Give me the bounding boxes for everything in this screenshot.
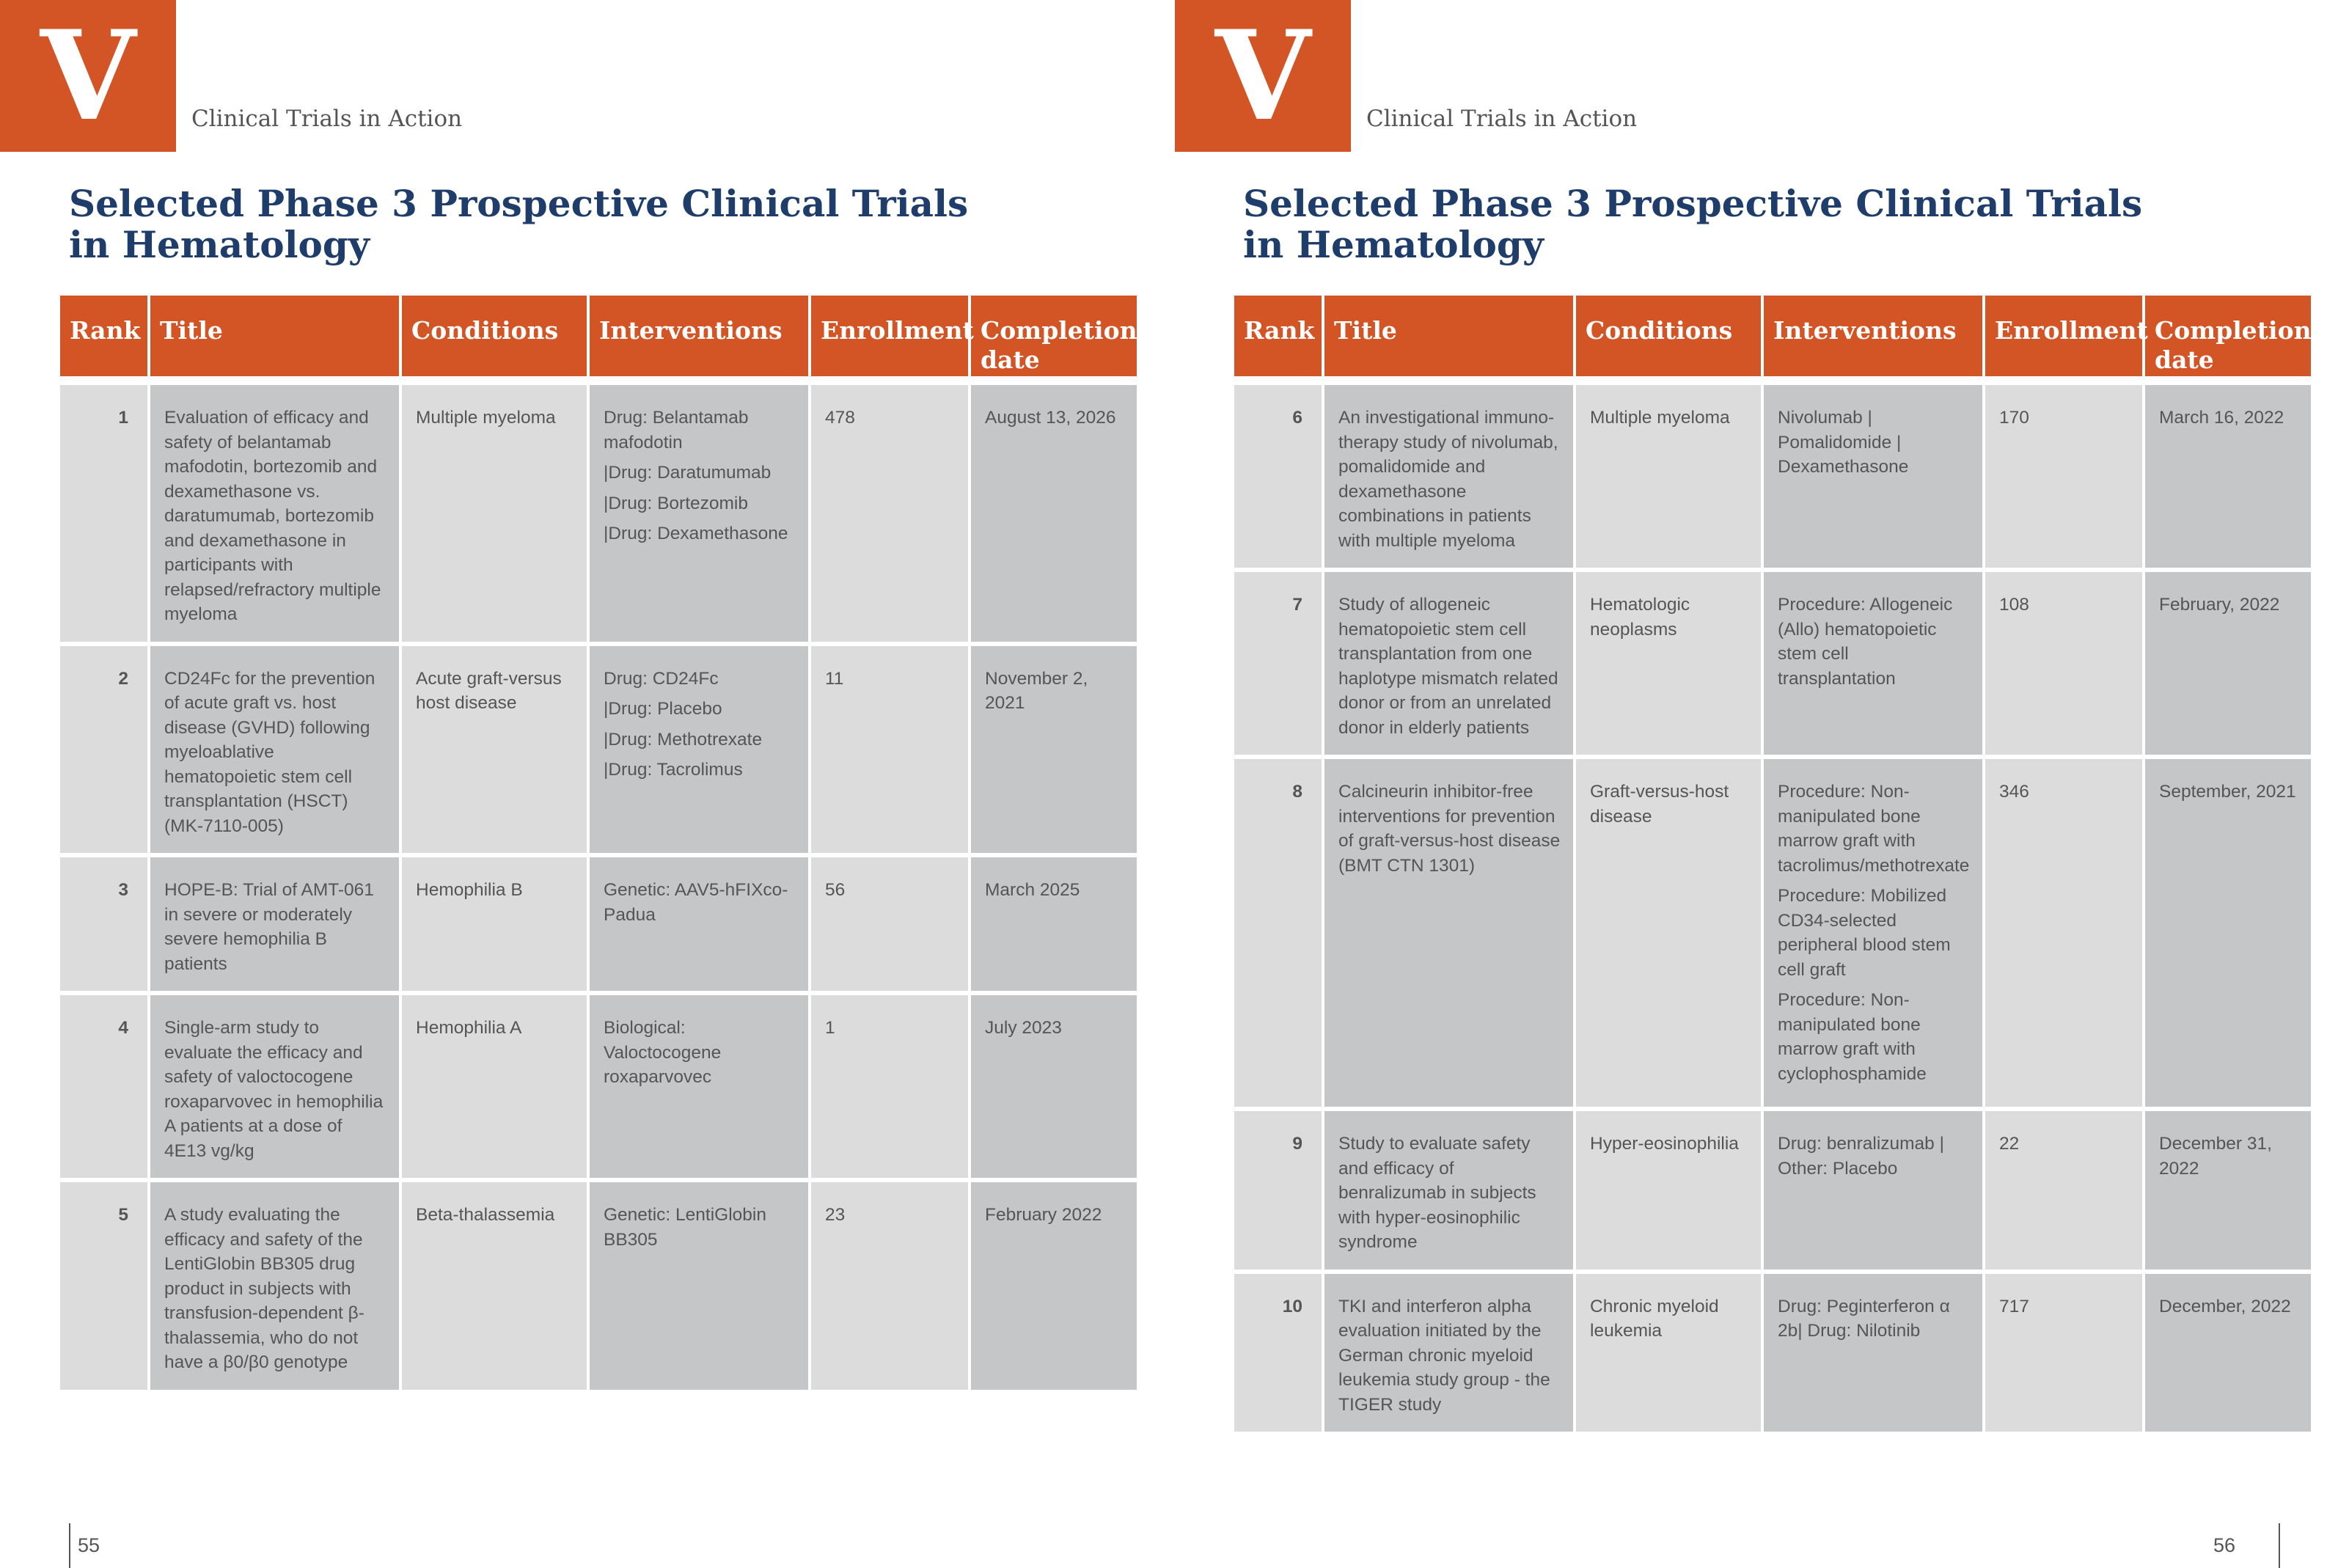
cell-completion-date: December, 2022 — [2145, 1274, 2311, 1437]
chapter-badge: V — [1175, 0, 1351, 152]
cell-enrollment: 170 — [1985, 385, 2142, 572]
cell-title: HOPE-B: Trial of AMT-061 in severe or moderately severe hemophilia B patients — [150, 857, 399, 995]
trials-table — [1231, 296, 2314, 1436]
section-label: Clinical Trials in Action — [191, 106, 463, 132]
cell-interventions — [1764, 572, 1982, 759]
cell-title: Single-arm study to evaluate the efficacy and safety of valoctocogene roxaparvovec in hemophilia A patients at a dose of 4E13 vg/kg — [150, 995, 399, 1182]
cell-interventions — [1764, 1111, 1982, 1274]
cell-conditions: Chronic myeloid leukemia — [1576, 1274, 1761, 1437]
right-page — [1175, 0, 2349, 1565]
intervention-item: Procedure: Non-manipulated bone marrow graft with tacrolimus/methotrexate — [1778, 782, 1970, 876]
cell-completion-date: February, 2022 — [2145, 572, 2311, 759]
section-label: Clinical Trials in Action — [1366, 106, 1638, 132]
cell-rank: 7 — [1234, 572, 1322, 759]
intervention-item: Drug: Belantamab mafodotin — [604, 408, 749, 453]
cell-completion-date: September, 2021 — [2145, 759, 2311, 1111]
cell-enrollment: 22 — [1985, 1111, 2142, 1274]
header-rank: Rank — [1234, 296, 1322, 385]
cell-rank: 8 — [1234, 759, 1322, 1111]
table-row — [1234, 759, 2311, 1111]
table-row — [1234, 385, 2311, 572]
table-row — [1234, 572, 2311, 759]
page-number: 56 — [2213, 1534, 2236, 1556]
cell-conditions: Multiple myeloma — [402, 385, 587, 646]
cell-interventions — [1764, 759, 1982, 1111]
page-number: 55 — [78, 1534, 100, 1556]
cell-enrollment: 11 — [811, 646, 968, 858]
trials-table — [57, 296, 1140, 1394]
header-rank: Rank — [60, 296, 147, 385]
cell-interventions — [590, 1182, 808, 1394]
cell-title: TKI and interferon alpha evaluation initiated by the German chronic myeloid leukemia study group - the TIGER study — [1324, 1274, 1573, 1437]
intervention-item: |Drug: Placebo — [604, 699, 722, 719]
cell-completion-date: March 2025 — [971, 857, 1137, 995]
cell-title: Evaluation of efficacy and safety of belantamab mafodotin, bortezomib and dexamethasone vs. daratumumab, bortezomib and dexamethasone in participants with relapsed/refractory multiple myeloma — [150, 385, 399, 646]
header-completion-date: Completion date — [2145, 296, 2311, 385]
intervention-item: Genetic: LentiGlobin BB305 — [604, 1205, 766, 1250]
cell-completion-date: February 2022 — [971, 1182, 1137, 1394]
intervention-item: Genetic: AAV5-hFIXco-Padua — [604, 880, 788, 925]
cell-rank: 4 — [60, 995, 147, 1182]
page-title-line-2: in Hematology — [69, 223, 370, 266]
cell-conditions: Beta-thalassemia — [402, 1182, 587, 1394]
cell-enrollment: 23 — [811, 1182, 968, 1394]
cell-interventions — [590, 646, 808, 858]
page-title — [69, 183, 1022, 265]
header-completion-date: Completion date — [971, 296, 1137, 385]
page-title-line-2: in Hematology — [1243, 223, 1544, 266]
header-enrollment: Enrollment — [1985, 296, 2142, 385]
table-row — [60, 857, 1137, 995]
chapter-badge: V — [0, 0, 176, 152]
cell-rank: 5 — [60, 1182, 147, 1394]
intervention-item: Drug: benralizumab | Other: Placebo — [1778, 1134, 1944, 1179]
cell-conditions: Graft-versus-host disease — [1576, 759, 1761, 1111]
intervention-item: |Drug: Dexamethasone — [604, 524, 788, 543]
cell-rank: 9 — [1234, 1111, 1322, 1274]
intervention-item: |Drug: Tacrolimus — [604, 760, 743, 780]
table-row — [1234, 1111, 2311, 1274]
cell-conditions: Hemophilia A — [402, 995, 587, 1182]
cell-completion-date: December 31, 2022 — [2145, 1111, 2311, 1274]
intervention-item: Drug: Peginterferon α 2b| Drug: Nilotinib — [1778, 1296, 1950, 1341]
cell-enrollment: 346 — [1985, 759, 2142, 1111]
table-header-row — [60, 296, 1137, 385]
header-title: Title — [1324, 296, 1573, 385]
cell-title: An investigational immuno-therapy study of nivolumab, pomalidomide and dexamethasone combinations in patients with multiple myeloma — [1324, 385, 1573, 572]
cell-rank: 6 — [1234, 385, 1322, 572]
cell-conditions: Hemophilia B — [402, 857, 587, 995]
table-row — [60, 995, 1137, 1182]
cell-enrollment: 717 — [1985, 1274, 2142, 1437]
cell-interventions — [1764, 385, 1982, 572]
cell-rank: 3 — [60, 857, 147, 995]
cell-enrollment: 108 — [1985, 572, 2142, 759]
page-number-rule — [69, 1523, 70, 1568]
cell-rank: 1 — [60, 385, 147, 646]
header-interventions: Interventions — [1764, 296, 1982, 385]
intervention-item: Procedure: Mobilized CD34-selected peripheral blood stem cell graft — [1778, 886, 1951, 980]
cell-interventions — [1764, 1274, 1982, 1437]
table-row — [1234, 1274, 2311, 1437]
cell-conditions: Multiple myeloma — [1576, 385, 1761, 572]
table-row — [60, 385, 1137, 646]
cell-enrollment: 478 — [811, 385, 968, 646]
header-interventions: Interventions — [590, 296, 808, 385]
intervention-item: |Drug: Daratumumab — [604, 463, 772, 483]
cell-title: Study to evaluate safety and efficacy of benralizumab in subjects with hyper-eosinophilic syndrome — [1324, 1111, 1573, 1274]
intervention-item: Biological: Valoctocogene roxaparvovec — [604, 1018, 722, 1087]
page-number-rule — [2279, 1523, 2280, 1568]
cell-title: A study evaluating the efficacy and safety of the LentiGlobin BB305 drug product in subjects with transfusion-dependent β-thalassemia, who do not have a β0/β0 genotype — [150, 1182, 399, 1394]
intervention-item: |Drug: Methotrexate — [604, 729, 763, 750]
intervention-item: Procedure: Allogeneic (Allo) hematopoietic stem cell transplantation — [1778, 595, 1953, 689]
cell-completion-date: July 2023 — [971, 995, 1137, 1182]
page-title-line-1: Selected Phase 3 Prospective Clinical Trials — [1243, 182, 2143, 225]
header-conditions: Conditions — [402, 296, 587, 385]
cell-completion-date: August 13, 2026 — [971, 385, 1137, 646]
cell-conditions: Hyper-eosinophilia — [1576, 1111, 1761, 1274]
intervention-item: Nivolumab | Pomalidomide | Dexamethasone — [1778, 408, 1909, 477]
cell-title: Study of allogeneic hematopoietic stem cell transplantation from one haplotype mismatch related donor or from an unrelated donor in elderly patients — [1324, 572, 1573, 759]
table-row — [60, 646, 1137, 858]
header-enrollment: Enrollment — [811, 296, 968, 385]
cell-title: Calcineurin inhibitor-free interventions for prevention of graft-versus-host disease (BMT CTN 1301) — [1324, 759, 1573, 1111]
table-header-row — [1234, 296, 2311, 385]
cell-interventions — [590, 995, 808, 1182]
cell-enrollment: 1 — [811, 995, 968, 1182]
intervention-item: Drug: CD24Fc — [604, 668, 719, 689]
page-title — [1243, 183, 2196, 265]
cell-enrollment: 56 — [811, 857, 968, 995]
cell-conditions: Hematologic neoplasms — [1576, 572, 1761, 759]
header-conditions: Conditions — [1576, 296, 1761, 385]
left-page — [0, 0, 1174, 1565]
table-row — [60, 1182, 1137, 1394]
cell-title: CD24Fc for the prevention of acute graft vs. host disease (GVHD) following myeloablative hematopoietic stem cell transplantation (HSCT) (MK-7110-005) — [150, 646, 399, 858]
cell-rank: 10 — [1234, 1274, 1322, 1437]
intervention-item: Procedure: Non-manipulated bone marrow graft with cyclophosphamide — [1778, 990, 1927, 1084]
cell-conditions: Acute graft-versus host disease — [402, 646, 587, 858]
cell-completion-date: November 2, 2021 — [971, 646, 1137, 858]
page-title-line-1: Selected Phase 3 Prospective Clinical Trials — [69, 182, 969, 225]
intervention-item: |Drug: Bortezomib — [604, 493, 748, 513]
cell-completion-date: March 16, 2022 — [2145, 385, 2311, 572]
header-title: Title — [150, 296, 399, 385]
cell-rank: 2 — [60, 646, 147, 858]
cell-interventions — [590, 857, 808, 995]
cell-interventions — [590, 385, 808, 646]
